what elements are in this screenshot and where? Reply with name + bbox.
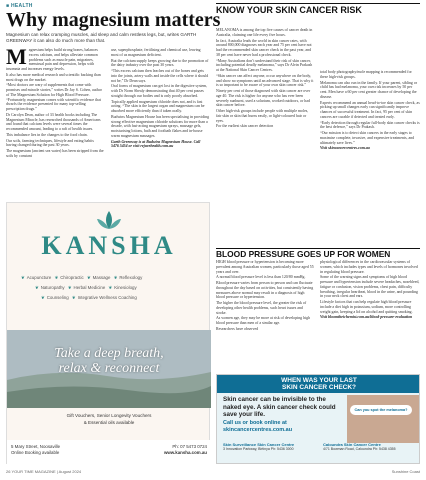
paragraph: Our soils, farming techniques, lifestyle and eating habits having changed during the past 30 years. (6, 138, 94, 148)
kansha-contact (7, 440, 211, 465)
leaf-icon: ❦ (67, 285, 72, 290)
drop-cap: M (6, 44, 27, 69)
article-bp-col1 (216, 260, 314, 333)
paragraph: But the calcium supply keeps growing due to the promotion of the dairy industry over the past 30 years. (111, 58, 209, 68)
skin-ad-call[interactable]: Call us or book online at skincancercentres.com.au (223, 420, 293, 433)
paragraph: Some of the warning signs and symptoms of high blood pressure and hypertension include severe headaches, nosebleed, fatigue or confusion, vision problems, chest pain, difficulty breathing, irregular heartbeat, blood in the urine, and pounding in your neck chest and ears. (320, 275, 420, 299)
article-bp-link[interactable]: Visit bloomtheichemist.com.au/blood-pressure-evaluation (320, 315, 413, 320)
services-row2: ❦ Naturopathy ❦ Herbal Medicine ❦ Kinesiology (35, 285, 137, 290)
skin-photo (347, 395, 419, 443)
paragraph: MELANOMA is among the top five causes of cancer death in Australia, claiming one life every five hours. (216, 28, 313, 37)
paragraph: Magnesium helps build strong bones, balances excess calcium, and helps alleviate common problems such as muscle pain, migraines, menstrual pain and depression, helps with insomnia and increases energy levels. (6, 44, 98, 71)
paragraph: use, superphosphate, fertilising and chemical use, leaving most of us magnesium deficient. (111, 48, 201, 57)
footer-right: Sunshine Coast (391, 469, 420, 474)
skin-check-ad[interactable] (216, 374, 420, 464)
paragraph: In fact, Australia leads the world in skin cancer rates, with around 800,000 diagnoses each year and 75 per cent have not had the recommended skin cancer check in the past year, and 38 per cent have never had a professional check. (216, 38, 312, 57)
services-row1: ❦ Acupuncture ❦ Chiropractic ❦ Massage ❦ Reflexology (21, 275, 143, 280)
paragraph: For the earliest skin cancer detection (216, 124, 274, 129)
article-magnesium-col1 (6, 44, 104, 160)
footer-left: 26 YOUR TIME MAGAZINE | August 2024 (6, 469, 82, 474)
website-link[interactable]: www.kansha.com.au (163, 450, 207, 455)
gift-vouchers-text: Gift Vouchers, Senior Longevity Vouchers & Essential oils available (66, 413, 152, 425)
online-booking: Online Booking available (11, 450, 60, 455)
clinic-caloundra: Caloundra Skin Cancer Centre 4/71 Bowman Road, Caloundra Ph: 5438 4355 (323, 442, 396, 452)
paragraph: Dr Carolyn Dean, author of 33 health books including The Magnesium Miracle, has researched thousands of Americans and found that calcium levels were several times the recommended amount, leading to a raft of health issues. (6, 112, 101, 131)
kansha-ad[interactable] (6, 202, 210, 464)
leaf-icon: ❦ (21, 275, 25, 280)
address: 5 Mary Street, Noosaville (11, 444, 61, 449)
paragraph: physiological differences in the cardiovascular systems of women, which includes types and levels of hormones involved in regulating blood pressure. (320, 260, 418, 274)
leaf-icon: ❦ (108, 285, 113, 290)
article-bp-headline: BLOOD PRESSURE GOES UP FOR WOMEN (216, 249, 391, 259)
paragraph: As women age, they may be more at risk of developing high blood pressure than men of a similar age. (216, 316, 311, 325)
leaf-icon: ❦ (35, 285, 39, 290)
divider (216, 3, 420, 4)
author-note: Garth Greenway is at Budwins Magnesium House. Call 5476 5454 or visit rejuvehealth.com.au (111, 139, 201, 149)
article-magnesium-headline: Why magnesium matters (6, 9, 221, 31)
leaf-icon: ❦ (71, 295, 76, 300)
melanoma-bubble: Can you spot the melanoma? (350, 405, 412, 415)
paragraph: “Many Australians don’t understand their risk of skin cancer, including potential deadly melanoma,” says Dr Alvin Prakash at the National Skin Cancer Centres. (216, 58, 313, 72)
paragraph: “Our mission is to detect skin cancers in the early stages to maximise complete, invasive, and expensive treatments, and ultimately save lives.” (320, 131, 415, 145)
banner-line1: Take a deep breath, (54, 346, 164, 361)
article-skin-headline: KNOW YOUR SKIN CANCER RISK (216, 5, 362, 15)
paragraph: Ninety per cent of those diagnosed with skin cancer are over age 40. The risk is higher for anyone who has ever been severely sunburnt, used a solarium, worked outdoors, or had skin cancer before. (216, 89, 311, 108)
paragraph: Other high-risk groups include people with multiple moles, fair skin or skin that burns easily, or light-coloured hair or eyes. (216, 109, 309, 123)
paragraph: total body photography/mole mapping is recommended for these high-risk groups. (320, 70, 412, 79)
skin-ad-question: Skin cancer can be invisible to the naked eye. A skin cancer check could save your life. (223, 396, 336, 418)
banner-line2: relax & reconnect (58, 361, 160, 376)
leaf-icon: ❦ (41, 295, 45, 300)
paragraph: HIGH blood pressure or hypertension is becoming more prevalent among Australian women, particularly those aged 55 years and over. (216, 260, 314, 274)
kansha-logo: KANSHA (41, 231, 177, 260)
section-label: ■ HEALTH (6, 3, 33, 9)
paragraph: Researchers have observed (216, 326, 259, 331)
paragraph: Oral forms of magnesium can get lost in the digestive system, with Dr Norm Shealy demonstrating that 40 per cent passes straight through our bodies and is only poorly absorbed. (111, 84, 208, 98)
article-magnesium-deck: Magnesium can relax cramping muscles, aid sleep and calm restless legs, but, writes GARTH GREENWAY it can also do much more than that. (6, 32, 197, 43)
paragraph: “Early detection through regular full-body skin cancer checks is the best defence,” says Dr Prakash. (320, 120, 420, 130)
paragraph: “Skin cancer can affect anyone, occur anywhere on the body, and show no symptoms until an advanced stage. That is why it is so important to be aware of your own skin cancer risk.” (216, 73, 314, 88)
paragraph: A normal blood pressure level is less than 120/80 mmHg. (216, 275, 306, 280)
article-skin-col2 (320, 70, 420, 152)
paragraph: It also has more medical research and scientific backing than most drugs on the market. (6, 72, 101, 82)
article-bp-col2 (320, 260, 420, 321)
article-skin-col1 (216, 28, 314, 130)
paragraph: This imbalance lies in the changes to the food chain. (6, 132, 88, 137)
article-magnesium-col2 (111, 48, 209, 150)
relax-banner (7, 330, 211, 408)
lotus-icon (93, 209, 125, 231)
paragraph: Experts recommend an annual head-to-toe skin cancer check, as picking up small changes early can significantly improve chances of successful treatment. In fact, 95 per cent of skin cancers are curable if detected and treated early. (320, 100, 420, 119)
article-skin-link[interactable]: Visit skincancercentres.com.au (320, 146, 370, 151)
services-row3: ❦ Counseling ❦ Integrative Wellness Coaching (41, 295, 137, 300)
leaf-icon: ❦ (113, 275, 118, 280)
paragraph: The higher the blood pressure level, the greater the risk of developing other health problems, such heart issues and stroke. (216, 301, 307, 315)
paragraph: Topically applied magnesium chloride does not, and is fast acting. “The skin is the largest organ and magnesium can be absorbed more efficiently than if taken orally. (111, 99, 205, 113)
clinic-birtinya: Skin Surveillance Skin Cancer Centre 3 Innovation Parkway, Birtinya Ph: 5436 3000 (223, 442, 295, 452)
paragraph: The magnesium (ancient sea water) has been stripped from the soils by constant (6, 149, 104, 158)
paragraph: Melanoma can also run in the family. If your parent, sibling or child has had melanoma, your own risk increases by 50 per cent. Men have a 60 per cent greater chance of developing the disease. (320, 80, 418, 99)
paragraph: Budwins Magnesium House has been specialising in providing strong effective magnesium chloride solutions for more than a decade, with fast-acting magnesium sprays, massage gels, moisturising lotions, bath and footbath flakes and in-house warm magnesium massages. (111, 114, 210, 138)
paragraph: “This excess calcium then leaches out of the bones and gets into the joints, artery walls and inside the cells where it should not be,” Dr Dean says. (111, 69, 209, 83)
paragraph: Lifestyle factors that can help regulate high blood pressure include a diet high in potassium, sodium, more controlling weight gain, keeping a lid on alcohol and quitting smoking. (320, 300, 413, 314)
phone[interactable]: Ph: 07 5473 0724 (172, 444, 207, 449)
leaf-icon: ❦ (54, 275, 59, 280)
leaf-icon: ❦ (86, 275, 91, 280)
paragraph: “Most doctors are wary of supplements that come with promises and miracle stories,” writes Dr Jay S. Cohen, author of The Magnesium Solution for High Blood Pressure. “Fortunately, magnesium comes with scientific evidence that dwarfs the evidence presented for many top-selling prescription drugs.” (6, 83, 102, 111)
skin-ad-header: WHEN WAS YOUR LAST SKIN CANCER CHECK? (217, 375, 420, 393)
page-footer (6, 469, 420, 474)
paragraph: Blood pressure varies from person to person and can fluctuate throughout the day based on activities, but consistently having measures above normal may result in a diagnosis of high blood pressure or hypertension. (216, 281, 314, 300)
